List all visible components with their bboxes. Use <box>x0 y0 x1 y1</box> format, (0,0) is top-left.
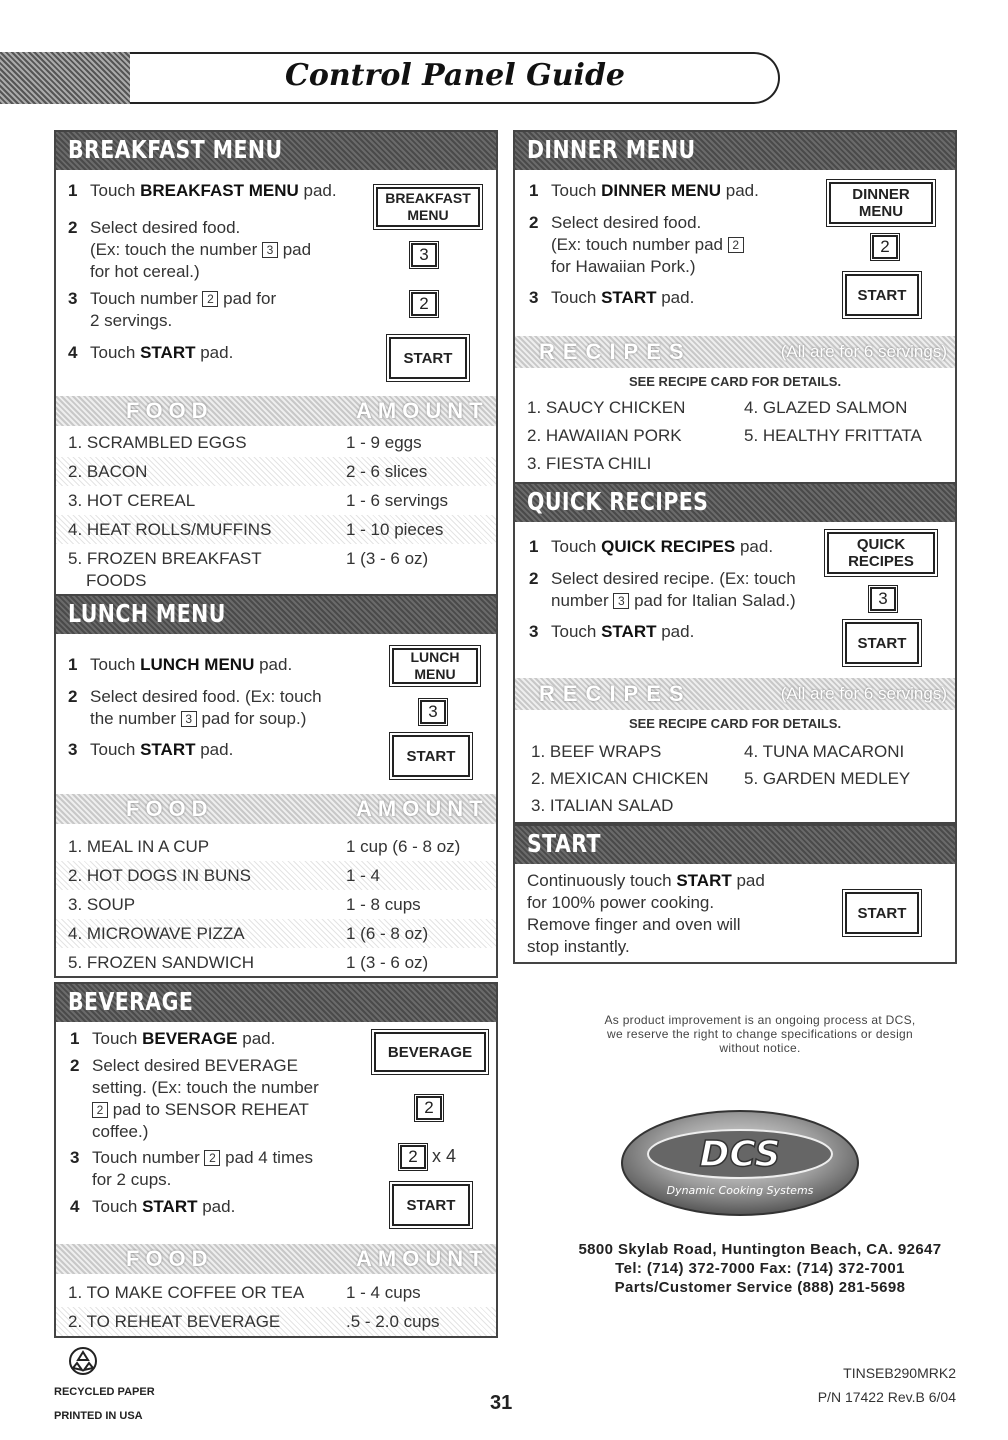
pad-3-icon: 3 <box>262 242 278 258</box>
dinner-step-1: 1 Touch DINNER MENU pad. <box>529 181 759 200</box>
start-button[interactable]: START <box>389 337 467 379</box>
dinner-recipes-header: RECIPES (All are for 6 servings) <box>515 336 955 368</box>
dinner-panel <box>513 130 957 484</box>
food-row: 2. BACON 2 - 6 slices <box>56 457 496 486</box>
beverage-step-2: 2 Select desired BEVERAGE setting. (Ex: touch the number 2 pad to SENSOR REHEAT coffee.) <box>70 1056 319 1141</box>
number-2-key[interactable]: 2 <box>411 292 437 316</box>
logo-text: DCS <box>699 1134 781 1175</box>
beverage-panel <box>54 982 498 1338</box>
lunch-food-header: FOOD AMOUNT <box>56 794 496 824</box>
quick-recipes-subheader: RECIPES (All are for 6 servings) <box>515 678 955 710</box>
beverage-food-header: FOOD AMOUNT <box>56 1244 496 1274</box>
breakfast-panel <box>54 130 498 596</box>
start-button[interactable]: START <box>845 274 919 316</box>
pad-2-icon: 2 <box>728 237 744 253</box>
number-2-key[interactable]: 2 <box>872 235 898 259</box>
lunch-panel <box>54 594 498 978</box>
recipe-item: 4. TUNA MACARONI <box>744 742 905 761</box>
dinner-menu-button[interactable]: DINNER MENU <box>829 182 933 224</box>
recipe-item: 1. SAUCY CHICKEN <box>527 398 686 417</box>
breakfast-menu-button[interactable]: BREAKFAST MENU <box>376 187 480 227</box>
page-number: 31 <box>490 1392 513 1414</box>
recipe-item: 4. GLAZED SALMON <box>744 398 908 417</box>
banner-hatch <box>0 52 135 104</box>
beverage-step-3: 3 Touch number 2 pad 4 times for 2 cups. <box>70 1148 314 1189</box>
number-2-key[interactable]: 2 <box>400 1145 426 1169</box>
start-button[interactable]: START <box>845 622 919 664</box>
quick-step-3: 3 Touch START pad. <box>529 622 695 641</box>
start-button[interactable]: START <box>392 1184 470 1226</box>
number-3-key[interactable]: 3 <box>411 243 437 267</box>
pad-2-icon: 2 <box>204 1150 220 1166</box>
beverage-header: BEVERAGE <box>56 984 496 1022</box>
quick-recipes-header: QUICK RECIPES <box>515 484 955 522</box>
food-row: 2. HOT DOGS IN BUNS 1 - 4 <box>56 861 496 890</box>
food-row: 5. FROZEN BREAKFAST FOODS 1 (3 - 6 oz) <box>68 549 429 590</box>
food-row: 2. TO REHEAT BEVERAGE .5 - 2.0 cups <box>56 1307 496 1336</box>
document-code: TINSEB290MRK2 <box>843 1365 956 1381</box>
logo-tagline: Dynamic Cooking Systems <box>666 1184 814 1197</box>
start-button[interactable]: START <box>392 735 470 777</box>
company-address: 5800 Skylab Road, Huntington Beach, CA. 92647 Tel: (714) 372-7000 Fax: (714) 372-7001 Parts/Customer Service (888) 281-5698 <box>578 1241 942 1296</box>
breakfast-step-2: 2 Select desired food. (Ex: touch the number 3 pad for hot cereal.) <box>68 218 312 281</box>
recycled-paper-label: RECYCLED PAPER <box>54 1386 155 1398</box>
start-button[interactable]: START <box>845 892 919 934</box>
quick-step-2: 2 Select desired recipe. (Ex: touch number 3 pad for Italian Salad.) <box>529 569 796 610</box>
food-row: 1. SCRAMBLED EGGS 1 - 9 eggs <box>68 433 422 452</box>
lunch-step-3: 3 Touch START pad. <box>68 740 234 759</box>
start-header: START <box>515 826 955 864</box>
title-banner <box>0 52 1008 104</box>
breakfast-food-header: FOOD AMOUNT <box>56 396 496 426</box>
breakfast-step-4: 4 Touch START pad. <box>68 343 234 362</box>
recipe-item: 1. BEEF WRAPS <box>531 742 662 761</box>
food-row: 1. MEAL IN A CUP 1 cup (6 - 8 oz) <box>68 837 461 856</box>
beverage-step-4: 4 Touch START pad. <box>70 1197 236 1216</box>
pad-2-icon: 2 <box>202 291 218 307</box>
number-2-key[interactable]: 2 <box>416 1096 442 1120</box>
printed-in-usa-label: PRINTED IN USA <box>54 1410 143 1422</box>
breakfast-header: BREAKFAST MENU <box>56 132 496 170</box>
recipe-card-note: SEE RECIPE CARD FOR DETAILS. <box>628 716 842 731</box>
food-row: 3. SOUP 1 - 8 cups <box>68 895 421 914</box>
improvement-notice: As product improvement is an ongoing process at DCS, we reserve the right to change specifications or design without notice. <box>604 1013 916 1055</box>
food-row: 4. HEAT ROLLS/MUFFINS 1 - 10 pieces <box>56 515 496 544</box>
dinner-step-3: 3 Touch START pad. <box>529 288 695 307</box>
recipe-card-note: SEE RECIPE CARD FOR DETAILS. <box>628 374 842 389</box>
recipe-item: 3. FIESTA CHILI <box>527 454 652 473</box>
lunch-menu-button[interactable]: LUNCH MENU <box>392 648 478 684</box>
recipe-item: 2. HAWAIIAN PORK <box>527 426 682 445</box>
number-3-key[interactable]: 3 <box>420 700 446 724</box>
start-panel <box>513 824 957 964</box>
quick-step-1: 1 Touch QUICK RECIPES pad. <box>529 537 774 556</box>
lunch-step-2: 2 Select desired food. (Ex: touch the number 3 pad for soup.) <box>68 687 322 728</box>
food-row: 5. FROZEN SANDWICH 1 (3 - 6 oz) <box>68 953 429 972</box>
quick-recipes-button[interactable]: QUICK RECIPES <box>827 532 935 574</box>
beverage-button[interactable]: BEVERAGE <box>374 1032 486 1072</box>
breakfast-step-1: 1 Touch BREAKFAST MENU pad. <box>68 181 337 200</box>
recipe-item: 5. HEALTHY FRITTATA <box>744 426 922 445</box>
pad-3-icon: 3 <box>613 593 629 609</box>
dinner-header: DINNER MENU <box>515 132 955 170</box>
dcs-logo <box>620 1108 860 1218</box>
breakfast-step-3: 3 Touch number 2 pad for 2 servings. <box>68 289 277 330</box>
pad-2-icon: 2 <box>92 1102 108 1118</box>
recipe-item: 3. ITALIAN SALAD <box>531 796 674 815</box>
start-instructions: Continuously touch START pad for 100% power cooking. Remove finger and oven will stop instantly. <box>527 871 765 956</box>
lunch-step-1: 1 Touch LUNCH MENU pad. <box>68 655 293 674</box>
page-title: Control Panel Guide <box>284 58 626 93</box>
food-row: 1. TO MAKE COFFEE OR TEA 1 - 4 cups <box>68 1283 421 1302</box>
food-row: 4. MICROWAVE PIZZA 1 (6 - 8 oz) <box>56 919 496 948</box>
food-row: 3. HOT CEREAL 1 - 6 servings <box>68 491 449 510</box>
quick-recipes-panel <box>513 482 957 824</box>
pad-3-icon: 3 <box>181 711 197 727</box>
lunch-header: LUNCH MENU <box>56 596 496 634</box>
number-3-key[interactable]: 3 <box>870 587 896 611</box>
beverage-step-1: 1 Touch BEVERAGE pad. <box>70 1029 276 1048</box>
recipe-item: 5. GARDEN MEDLEY <box>744 769 911 788</box>
recycle-icon <box>68 1346 98 1376</box>
times-label: x 4 <box>432 1146 457 1166</box>
dinner-step-2: 2 Select desired food. (Ex: touch number pad 2 for Hawaiian Pork.) <box>529 212 829 278</box>
recipe-item: 2. MEXICAN CHICKEN <box>531 769 709 788</box>
part-number: P/N 17422 Rev.B 6/04 <box>817 1389 956 1405</box>
